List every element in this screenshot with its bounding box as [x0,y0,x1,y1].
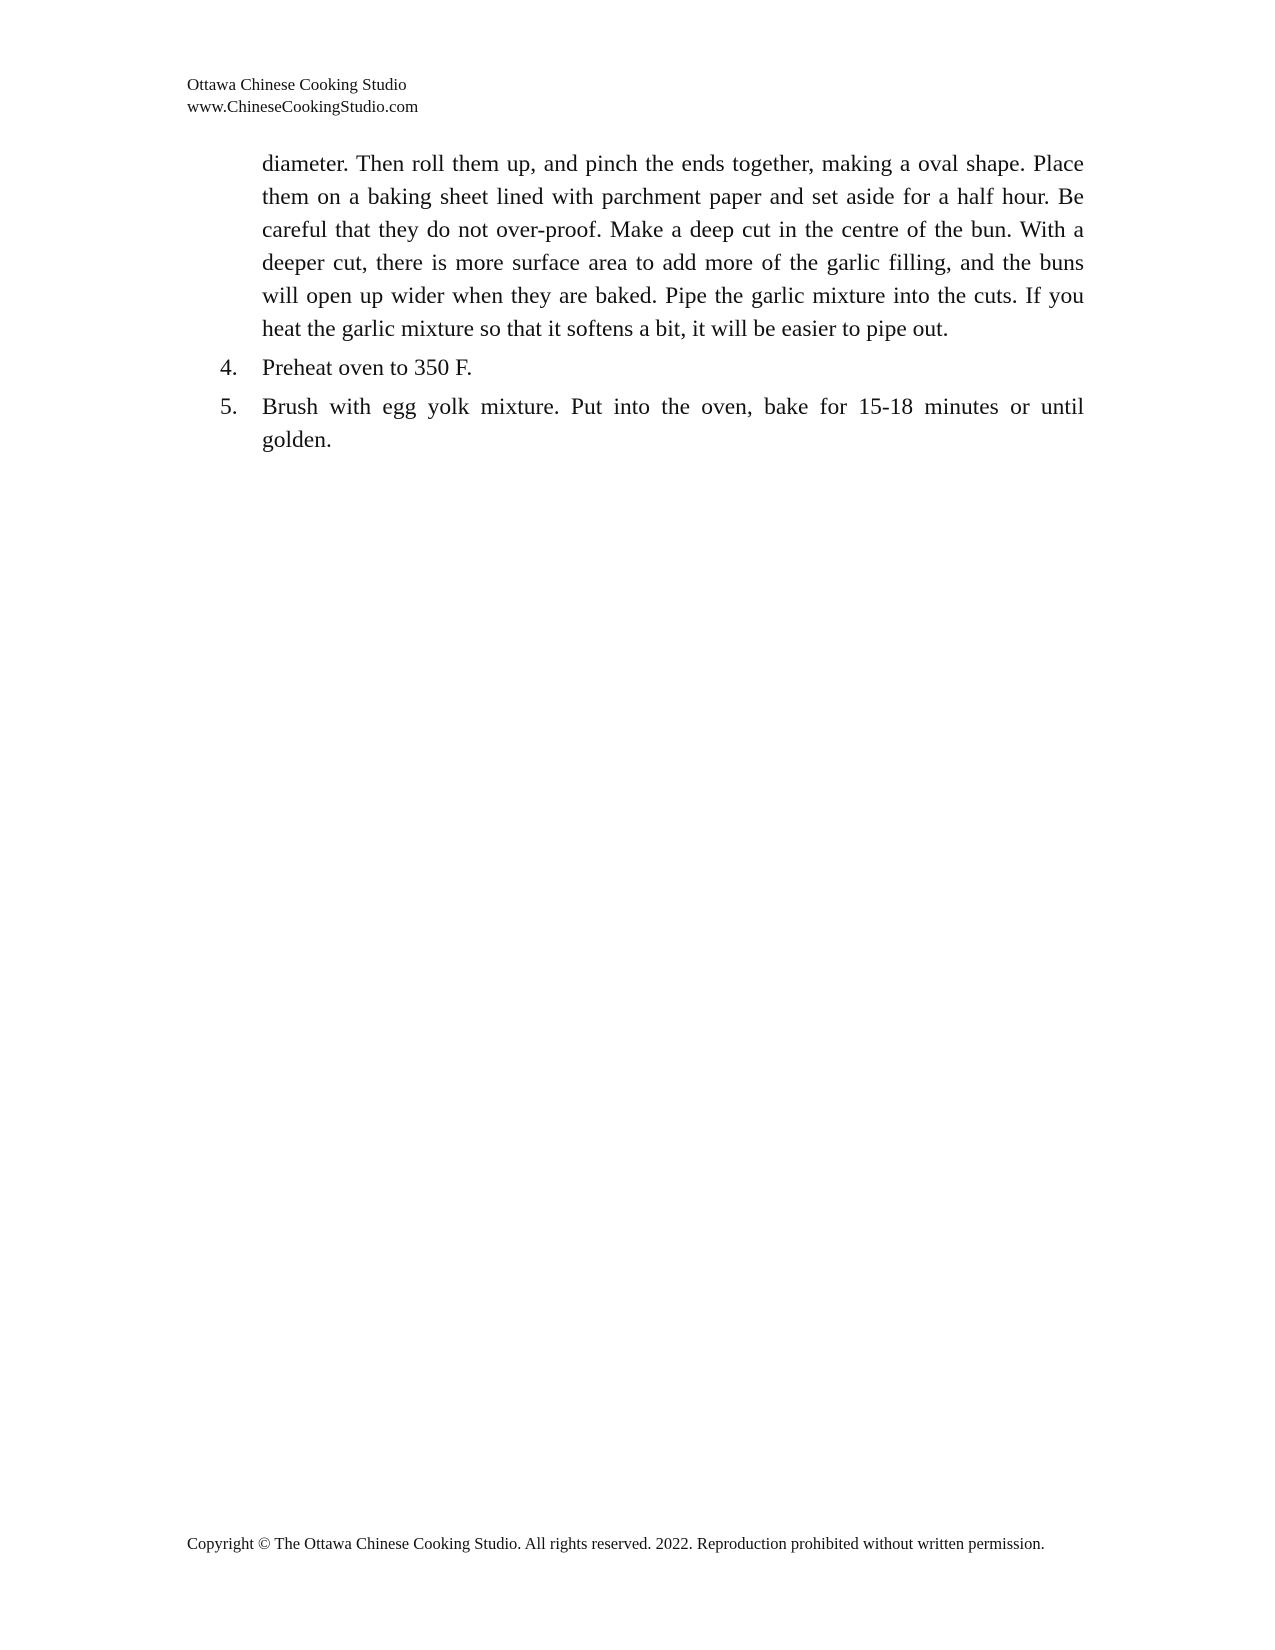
studio-website: www.ChineseCookingStudio.com [187,97,419,116]
list-item [220,352,1084,385]
step-text: Brush with egg yolk mixture. Put into the oven, bake for 15-18 minutes or until golden. [262,394,1084,453]
step-text: Preheat oven to 350 F. [262,355,473,381]
list-item [220,391,1084,457]
step-number: 5. [220,394,238,420]
copyright-footer: Copyright © The Ottawa Chinese Cooking Studio. All rights reserved. 2022. Reproduction prohibited without written permission. [187,1534,1045,1553]
page-header [187,74,418,118]
instructions-list [220,148,1084,463]
step-number: 4. [220,355,238,381]
studio-name: Ottawa Chinese Cooking Studio [187,75,407,94]
step-continued-text: diameter. Then roll them up, and pinch the ends together, making a oval shape. Place them on a baking sheet lined with parchment paper and set aside for a half hour. Be careful that they do not over-proof. Make a deep cut in the centre of the bun. With a deeper cut, there is more surface area to add more of the garlic filling, and the buns will open up wider when they are baked. Pipe the garlic mixture into the cuts. If you heat the garlic mixture so that it softens a bit, it will be easier to pipe out. [262,151,1084,342]
